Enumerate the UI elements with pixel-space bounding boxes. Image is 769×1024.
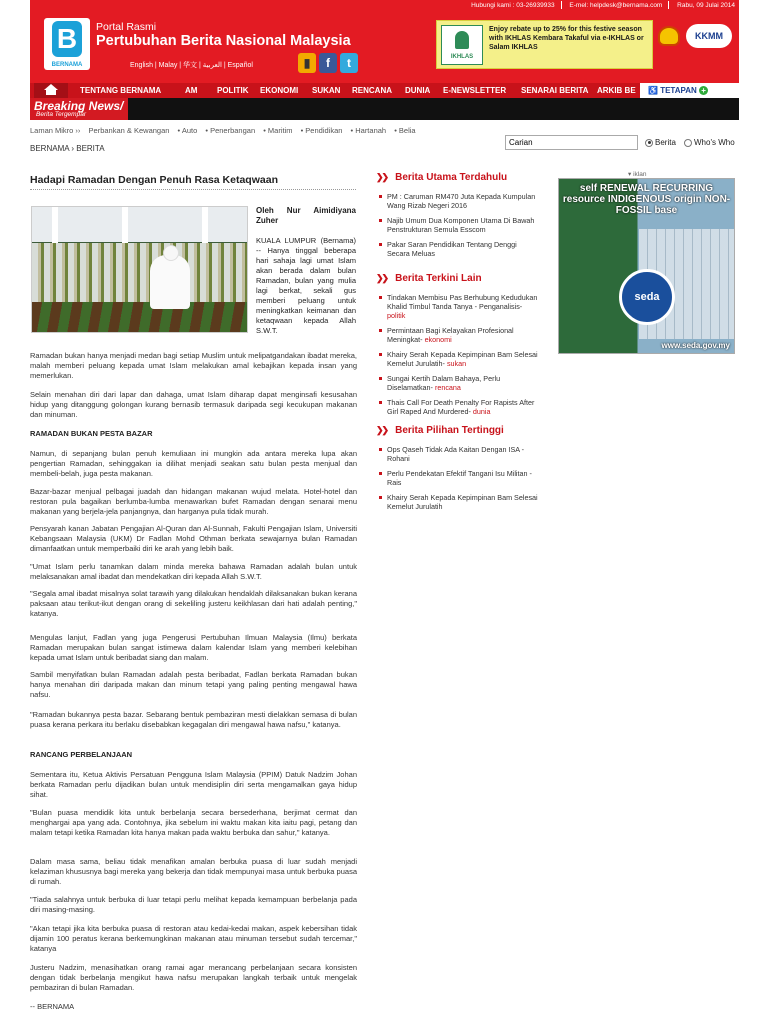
language-selector[interactable]: English | Malay | 华文 | العربية | Español <box>130 62 253 69</box>
article-paragraph: Selain menahan diri dari lapar dan dahaga, umat Islam diharap dapat menginsafi kesusahan hidup yang ditanggung golongan kurang bernasib termasuk daripada segi kecukupan makanan dan minuman. <box>30 390 357 419</box>
search-scope-whos-who[interactable] <box>684 138 735 147</box>
list-item[interactable]: Perlu Pendekatan Efektif Tangani Isu Militan - Rais <box>378 469 538 487</box>
seda-logo: seda <box>619 269 675 325</box>
bernama-logo[interactable]: B BERNAMA <box>44 18 90 70</box>
chevron-right-icon: ❯❯ <box>376 172 388 182</box>
seda-side-ad[interactable] <box>558 178 735 354</box>
radio-whos-label: Who's Who <box>694 138 735 147</box>
tetapan-label: TETAPAN <box>660 86 697 95</box>
article-paragraph: "Bulan puasa mendidik kita untuk berbelanja secara bersederhana, berjimat cermat dan menghargai apa yang ada. Contohnya, jika sebelum ini waktu makan kita iaitu pagi, petang dan malam tetapi ketika Ramadan kita hanya makan pada waktu berbuka dan sahur," katanya. <box>30 808 357 837</box>
top-contact-bar <box>465 1 735 9</box>
side-ad-headline: self RENEWAL RECURRING resource INDIGENOUS origin NON-FOSSIL base <box>562 183 731 216</box>
nav-rencana[interactable]: RENCANA <box>352 86 392 95</box>
subnav-hartanah[interactable]: • Hartanah <box>350 126 387 135</box>
twitter-icon[interactable]: t <box>340 53 358 73</box>
article-lead: KUALA LUMPUR (Bernama) -- Hanya tinggal beberapa hari sahaja lagi umat Islam akan berada dalam bulan Ramadan, bulan yang mulia lagi berkat, sekali gus memberi peluang untuk meningkatkan keimanan dan ketaqwaan kepada Allah S.W.T. <box>256 236 356 335</box>
article-byline: Oleh Nur Aimidiyana Zuher <box>256 206 356 225</box>
breadcrumb[interactable]: BERNAMA › BERITA <box>30 144 105 153</box>
berita-pilihan-list <box>378 445 538 517</box>
subnav-laman-mikro: Laman Mikro ›› <box>30 126 81 135</box>
chevron-right-icon: ❯❯ <box>376 273 388 283</box>
nav-arkib[interactable]: ARKIB BE <box>597 86 636 95</box>
list-item[interactable]: Najib Umum Dua Komponen Utama Di Bawah Penstrukturan Semula Esscom <box>378 216 538 234</box>
tetapan-button[interactable] <box>640 83 739 98</box>
article-subheading: RANCANG PERBELANJAAN <box>30 750 133 759</box>
article-paragraph: Mengulas lanjut, Fadlan yang juga Pengerusi Pertubuhan Ilmuan Malaysia (Ilmu) berkata Ramadan merupakan bulan sangat istimewa dalam kalendar Islam yang memberi kelebihan kepada umat Islam untuk beribadat siang dan malam. <box>30 633 357 662</box>
subnav-pendidikan[interactable]: • Pendidikan <box>300 126 343 135</box>
home-icon[interactable] <box>34 83 68 98</box>
ikhlas-ad-banner[interactable] <box>436 20 653 69</box>
list-item[interactable]: Ops Qaseh Tidak Ada Kaitan Dengan ISA - Rohani <box>378 445 538 463</box>
contact-phone[interactable]: Hubungi kami : 03-26939933 <box>471 1 555 9</box>
berita-utama-list <box>378 192 538 264</box>
chevron-right-icon: ❯❯ <box>376 425 388 435</box>
list-item[interactable]: Thais Call For Death Penalty For Rapists After Girl Raped And Murdered- dunia <box>378 398 538 416</box>
subnav-belia[interactable]: • Belia <box>394 126 416 135</box>
article-paragraph: "Segala amal ibadat misalnya solat tarawih yang dilakukan hendaklah dilaksanakan bukan kerana paksaan atau terikut-ikut dengan orang di sekeliling justeru keikhlasan dari hati adalah penting," katanya. <box>30 589 357 618</box>
facebook-icon[interactable]: f <box>319 53 337 73</box>
breaking-news-label <box>30 98 128 120</box>
list-item[interactable]: Khairy Serah Kepada Kepimpinan Bam Selesai Kemelut Jurulatih <box>378 493 538 511</box>
article-signoff: -- BERNAMA <box>30 1002 75 1011</box>
article-paragraph: Namun, di sepanjang bulan penuh kemuliaan ini mungkin ada antara mereka lupa akan pengertian Ramadan, sehinggakan ia dilihat menjadi seakan satu bulan pesta menjual dan membeli-belah, juga pesta makanan. <box>30 449 357 478</box>
portal-subtitle: Portal Rasmi <box>96 21 157 33</box>
breaking-news-title: Breaking News/ <box>34 99 124 113</box>
kkmm-logo[interactable]: KKMM <box>686 24 732 48</box>
list-item[interactable]: Permintaan Bagi Kelayakan Profesional Meningkat- ekonomi <box>378 326 538 344</box>
nav-sukan[interactable]: SUKAN <box>312 86 341 95</box>
search-input[interactable] <box>505 135 638 150</box>
accessibility-icon: ♿ <box>648 86 658 95</box>
nav-ekonomi[interactable]: EKONOMI <box>260 86 299 95</box>
nav-senarai-berita[interactable]: SENARAI BERITA <box>521 86 589 95</box>
portal-title: Pertubuhan Berita Nasional Malaysia <box>96 33 351 49</box>
contact-email[interactable]: E-mel: helpdesk@bernama.com <box>569 1 663 9</box>
article-paragraph: Ramadan bukan hanya menjadi medan bagi setiap Muslim untuk melipatgandakan ibadat mereka, malah memberi peluang kepada umat Islam melakukan amal kebajikan kepada insan yang memerlukan. <box>30 351 357 380</box>
article-paragraph: "Ramadan bukannya pesta bazar. Sebarang bentuk pembaziran mesti dielakkan semasa di bulan puasa kerana perkara itu berlaku disebabkan kegagalan diri mengawal hawa nafsu," katanya. <box>30 710 357 729</box>
berita-terkini-list <box>378 293 538 422</box>
list-item[interactable]: Pakar Saran Pendidikan Tentang Denggi Secara Meluas <box>378 240 538 258</box>
current-date: Rabu, 09 Julai 2014 <box>677 1 735 9</box>
side-ad-url: www.seda.gov.my <box>661 341 730 350</box>
radio-berita-label: Berita <box>655 138 676 147</box>
article-photo <box>31 206 248 333</box>
list-item[interactable]: PM : Caruman RM470 Juta Kepada Kumpulan Wang Rizab Negeri 2016 <box>378 192 538 210</box>
plus-icon: + <box>699 86 708 95</box>
breaking-news-bar <box>30 98 739 120</box>
article-paragraph: Bazar-bazar menjual pelbagai juadah dan hidangan makanan wujud melata. Hotel-hotel dan restoran pula bagaikan berlumba-lumba menawarkan bufet Ramadan dengan senarai menu makanan yang berjela-jela panjangnya, dan harganya pula tidak murah. <box>30 487 357 516</box>
article-subheading: RAMADAN BUKAN PESTA BAZAR <box>30 429 153 438</box>
subnav-perbankan[interactable]: Perbankan & Kewangan <box>88 126 170 135</box>
article-paragraph: "Tiada salahnya untuk berbuka di luar tetapi perlu melihat kepada kemampuan berbelanja pada diri masing-masing. <box>30 895 357 914</box>
subnav-auto[interactable]: • Auto <box>177 126 198 135</box>
search-scope-berita[interactable] <box>645 138 676 147</box>
article-paragraph: Pensyarah kanan Jabatan Pengajian Al-Quran dan Al-Sunnah, Fakulti Pengajian Islam, Universiti Kebangsaan Malaysia (UKM) Dr Fadlan Mohd Othman berkata sewajarnya bulan Ramadan dimanfaatkan untuk memperbaiki diri ke arah yang lebih baik. <box>30 524 357 553</box>
nav-politik[interactable]: POLITIK <box>217 86 249 95</box>
ad-label: ▾ iklan <box>628 171 647 178</box>
subnav-penerbangan[interactable]: • Penerbangan <box>205 126 256 135</box>
article-paragraph: Sementara itu, Ketua Aktivis Persatuan Pengguna Islam Malaysia (PPIM) Datuk Nadzim Johan berkata Ramadan perlu dijadikan bulan untuk mendisiplin diri serta mengamalkan gaya hidup sihat. <box>30 770 357 799</box>
ad-banner-text: Enjoy rebate up to 25% for this festive season with IKHLAS Kembara Takaful via e-IKHLAS or Salam IKHLAS <box>489 26 644 51</box>
micro-site-nav <box>30 126 422 135</box>
mobile-icon[interactable]: ▮ <box>298 53 316 73</box>
list-item[interactable]: Tindakan Membisu Pas Berhubung Kedudukan Khalid Timbul Tanda Tanya - Penganalisis- politik <box>378 293 538 320</box>
nav-tentang-bernama[interactable]: TENTANG BERNAMA <box>80 86 162 95</box>
article-paragraph: Sambil menyifatkan bulan Ramadan adalah pesta beribadat, Fadlan berkata Ramadan bukan hanya menahan diri daripada makan dan minum tetapi yang paling penting mengawal hawa nafsu. <box>30 670 357 699</box>
section-berita-terkini-title: ❯❯ Berita Terkini Lain <box>376 273 482 284</box>
radio-selected-icon <box>645 139 653 147</box>
nav-dunia[interactable]: DUNIA <box>405 86 431 95</box>
list-item[interactable]: Khairy Serah Kepada Kepimpinan Bam Selesai Kemelut Jurulatih- sukan <box>378 350 538 368</box>
article-title: Hadapi Ramadan Dengan Penuh Rasa Ketaqwaan <box>30 174 356 190</box>
section-berita-pilihan-title: ❯❯ Berita Pilihan Tertinggi <box>376 425 504 436</box>
article-paragraph: "Akan tetapi jika kita berbuka puasa di restoran atau kedai-kedai makan, aspek kebersihan tidak dijamin 100 peratus kerana berkemungkinan makanan atau minuman tersebut sudah tercemar," katanya <box>30 924 357 953</box>
list-item[interactable]: Sungai Kertih Dalam Bahaya, Perlu Diselamatkan- rencana <box>378 374 538 392</box>
ikhlas-logo: IKHLAS <box>441 25 483 65</box>
nav-am[interactable]: AM <box>185 86 198 95</box>
section-berita-utama-title: ❯❯ Berita Utama Terdahulu <box>376 172 508 183</box>
site-header <box>30 0 739 83</box>
breaking-news-subtitle: Berita Tergempar <box>36 111 86 118</box>
radio-icon <box>684 139 692 147</box>
subnav-maritim[interactable]: • Maritim <box>263 126 293 135</box>
article-paragraph: Dalam masa sama, beliau tidak menafikan amalan berbuka puasa di luar sudah menjadi kelaziman khususnya bagi mereka yang bekerja dan tidak mempunyai masa untuk berbuka puasa di rumah. <box>30 857 357 886</box>
main-nav <box>30 83 739 98</box>
article-paragraph: "Umat Islam perlu tanamkan dalam minda mereka bahawa Ramadan adalah bulan untuk melaksanakan amal ibadat dan mendekatkan diri kepada Allah S.W.T. <box>30 562 357 581</box>
nav-e-newsletter[interactable]: E-NEWSLETTER <box>443 86 507 95</box>
article-paragraph: Justeru Nadzim, menasihatkan orang ramai agar merancang perbelanjaan secara konsisten dengan tidak berbelanja mengikut hawa nafsu merupakan langkah terbaik untuk mengelak pembaziran di bulan Ramadan. <box>30 963 357 992</box>
malaysia-crest-icon <box>658 26 680 46</box>
